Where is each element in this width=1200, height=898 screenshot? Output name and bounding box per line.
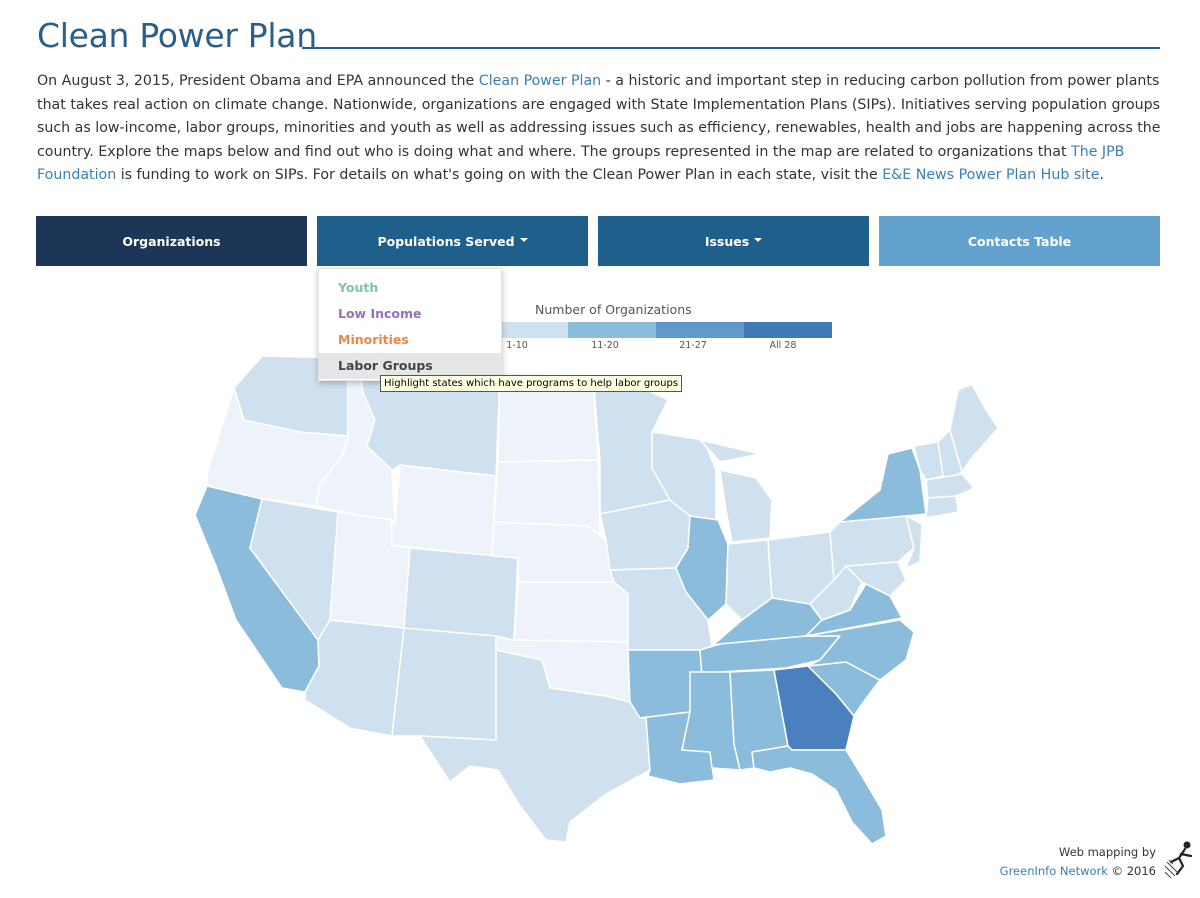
menu-item-labor-groups[interactable]: Labor Groups [319,353,501,379]
intro-text-2: - a historic and important step in reducing carbon pollution from power plants that takes real action on climate change. Nationwide, organizations are engaged with State Implementation Plans (SIPs). Initiatives serving population groups such as low-income, labor groups, minorities and youth as well as addressing issues such as efficiency, renewables, health and jobs are happening across the country. Explore the maps below and find out who is doing what and where. The groups represented in the map are related to organizations that [37,73,1161,160]
state-arizona [305,620,404,736]
tab-issues-label: Issues [704,233,750,249]
greeninfo-link[interactable]: GreenInfo Network [999,864,1108,878]
jpb-foundation-link[interactable]: The JPB Foundation [37,143,1125,183]
state-wyoming [392,465,496,556]
legend-title: Number of Organizations [535,302,692,317]
intro-text-4: . [1099,167,1104,183]
tab-organizations-label: Organizations [122,233,221,249]
tab-contacts-label: Contacts Table [967,233,1072,249]
state-kansas [514,582,628,642]
state-new-mexico [392,628,496,740]
populations-dropdown-menu [318,268,502,381]
state-colorado [404,548,518,640]
intro-text-1: On August 3, 2015, President Obama and EPA announced the [37,73,479,89]
legend-swatch-all-28 [744,322,832,338]
menu-item-low-income[interactable]: Low Income [338,306,422,321]
state-new-york [840,448,926,522]
credit-line: Web mapping by [1058,845,1156,859]
copyright-text: © 2016 [1107,864,1156,878]
legend-label-21-27: 21-27 [679,340,707,351]
clean-power-plan-link[interactable]: Clean Power Plan [478,73,602,89]
menu-item-youth[interactable]: Youth [338,280,379,295]
state-connecticut [926,496,958,518]
legend-swatch-11-20 [568,322,656,338]
greeninfo-logo-icon [1163,840,1197,878]
tab-populations-label: Populations Served [377,233,515,249]
credit-link-line [1000,864,1156,878]
ee-news-hub-link[interactable]: E&E News Power Plan Hub site [882,167,1100,183]
menu-item-minorities[interactable]: Minorities [338,332,409,347]
state-florida [752,746,886,844]
page-title: Clean Power Plan [37,16,317,55]
legend-label-1-10: 1-10 [506,340,528,351]
legend-swatch-21-27 [656,322,744,338]
legend-label-11-20: 11-20 [591,340,619,351]
intro-text-3: is funding to work on SIPs. For details on what's going on with the Clean Power Plan in each state, visit the [116,167,883,183]
legend-label-all-28: All 28 [769,340,797,351]
tooltip: Highlight states which have programs to help labor groups [380,375,682,392]
